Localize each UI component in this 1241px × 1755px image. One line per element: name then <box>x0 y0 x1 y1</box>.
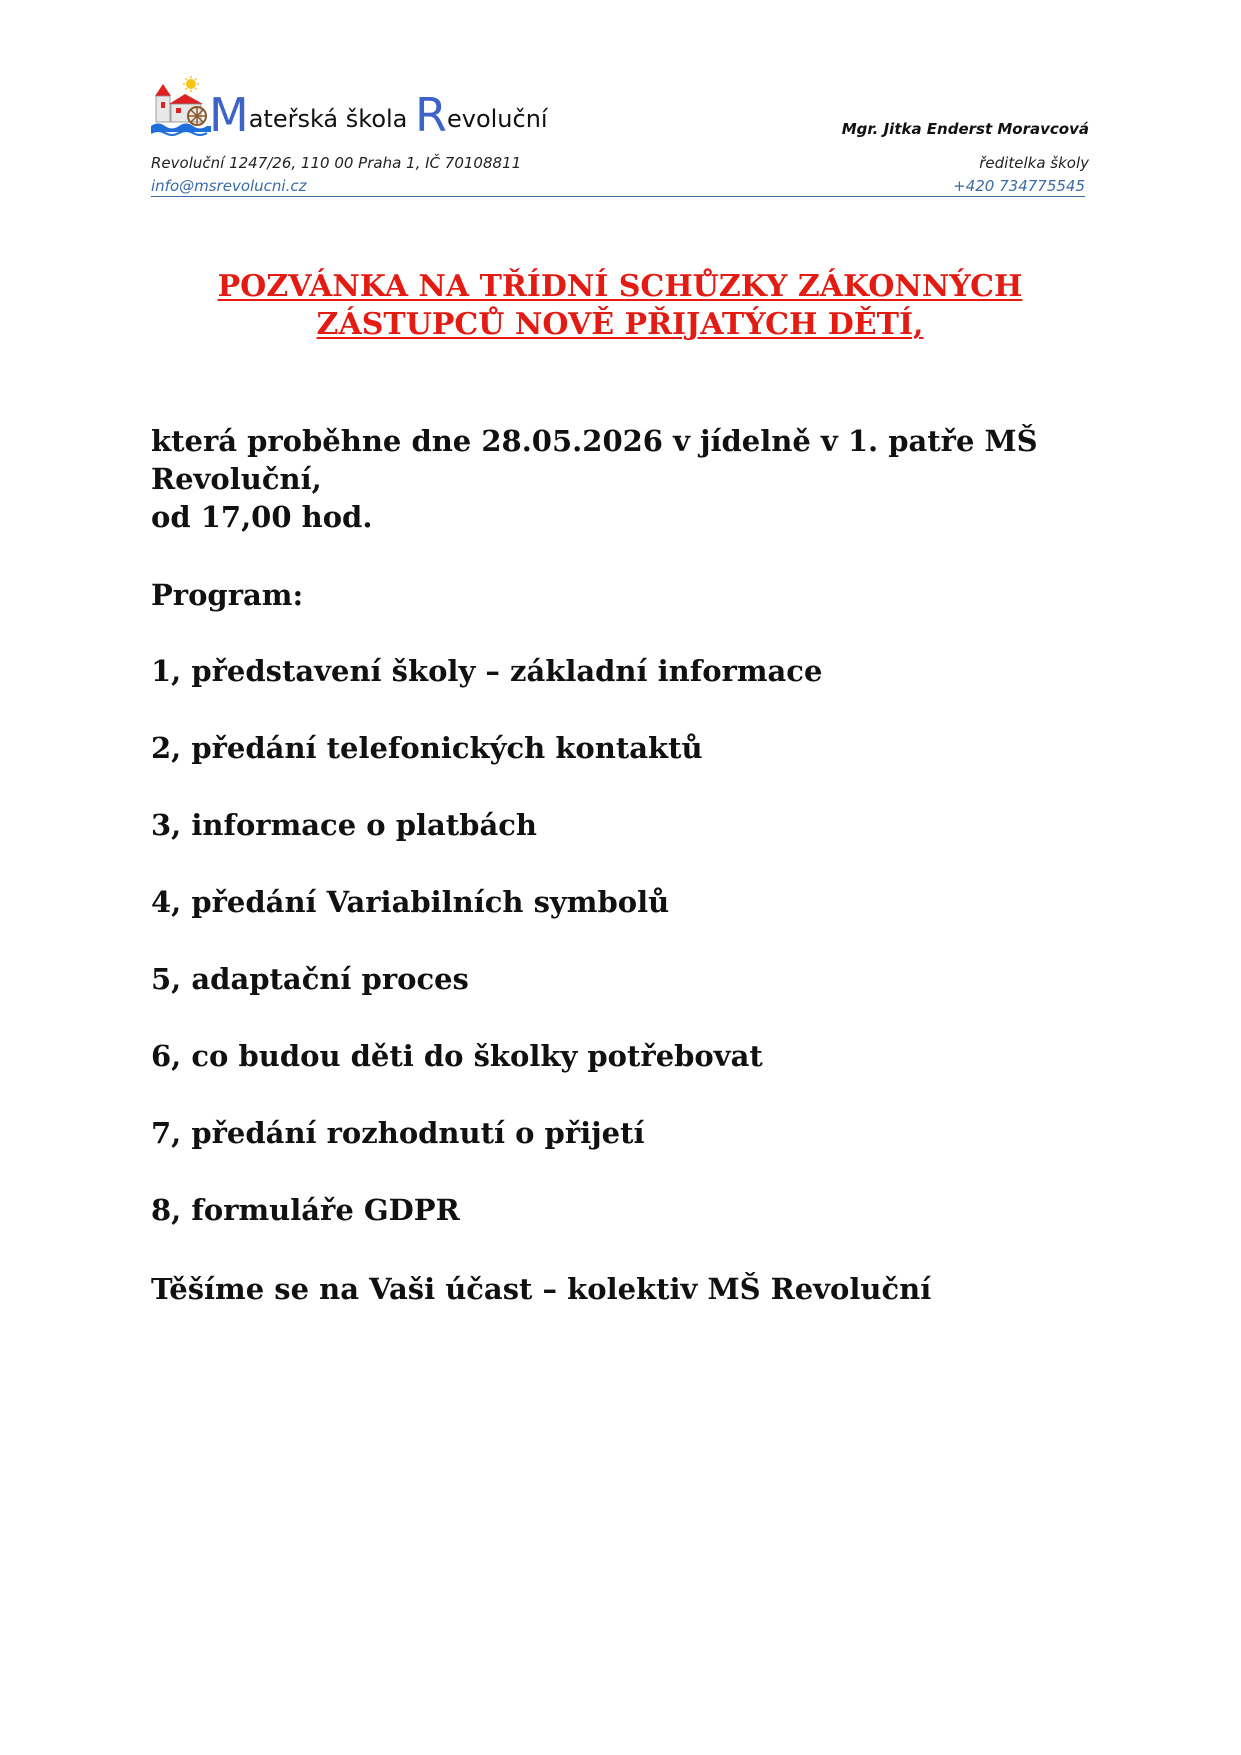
title-line-1: POZVÁNKA NA TŘÍDNÍ SCHŮZKY ZÁKONNÝCH <box>217 269 1023 304</box>
closing-line: Těšíme se na Vaši účast – kolektiv MŠ Revoluční <box>151 1272 932 1306</box>
school-name-initial-r: R <box>415 88 447 142</box>
title-line-2: ZÁSTUPCŮ NOVĚ PŘIJATÝCH DĚTÍ, <box>316 307 924 342</box>
program-item: 6, co budou děti do školky potřebovat <box>151 1039 763 1073</box>
meeting-details <box>151 422 1101 536</box>
meeting-details-line-2: od 17,00 hod. <box>151 500 373 534</box>
program-list <box>151 652 1101 1268</box>
invitation-title <box>151 268 1089 344</box>
director-role: ředitelka školy <box>979 154 1089 172</box>
program-item: 3, informace o platbách <box>151 808 537 842</box>
email-link[interactable]: info@msrevolucni.cz <box>151 177 307 195</box>
school-name-part-2: evoluční <box>446 105 548 133</box>
program-item: 8, formuláře GDPR <box>151 1193 460 1227</box>
program-item: 7, předání rozhodnutí o přijetí <box>151 1116 645 1150</box>
letterhead <box>151 76 1089 198</box>
program-item: 2, předání telefonických kontaktů <box>151 731 703 765</box>
school-logo-icon <box>151 76 211 138</box>
header-divider <box>151 196 1085 197</box>
phone-link[interactable]: +420 734775545 <box>953 177 1085 195</box>
school-name <box>209 88 548 142</box>
program-item: 1, představení školy – základní informace <box>151 654 823 688</box>
school-address: Revoluční 1247/26, 110 00 Praha 1, IČ 70108811 <box>151 154 522 172</box>
program-item: 5, adaptační proces <box>151 962 469 996</box>
school-name-part-1: ateřská škola <box>248 105 416 133</box>
school-name-initial-m: M <box>209 88 249 142</box>
program-heading: Program: <box>151 578 304 612</box>
meeting-details-line-1: která proběhne dne 28.05.2026 v jídelně v 1. patře MŠ Revoluční, <box>151 424 1038 496</box>
program-item: 4, předání Variabilních symbolů <box>151 885 670 919</box>
director-name: Mgr. Jitka Enderst Moravcová <box>841 120 1089 138</box>
